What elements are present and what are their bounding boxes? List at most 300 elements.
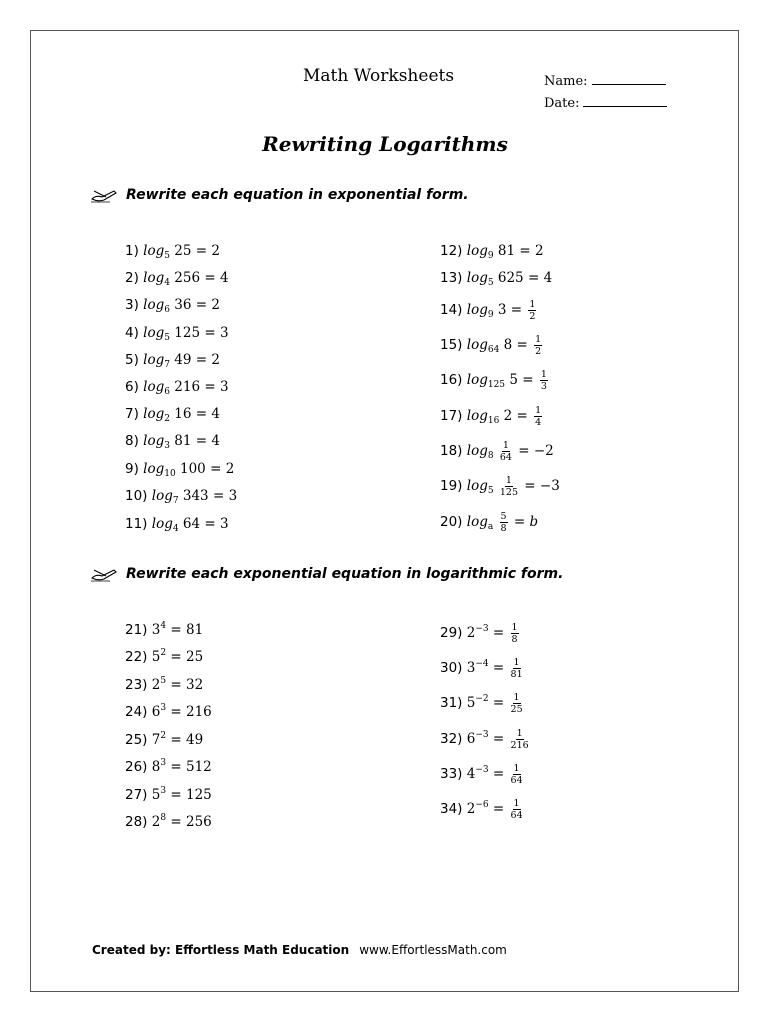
equals-sign: = [191,243,212,259]
problem-expression [152,649,203,665]
numerator: 1 [511,622,518,633]
equals-sign: = [520,478,540,494]
log-base: 2 [164,414,170,424]
right-hand-side: 125 [185,787,212,803]
power-base: 2 [466,625,476,641]
problem-expression [143,406,220,422]
log-base: 64 [487,345,500,355]
problem-number: 28) [125,814,152,830]
right-hand-side: b [529,514,539,530]
log-base: 4 [172,524,179,534]
problem-expression [467,270,552,286]
writing-hand-icon [90,566,118,582]
problem-expression [152,732,203,748]
log-base: 16 [487,416,500,426]
problem-expression [466,657,525,680]
problem-expression [143,270,228,286]
equals-sign: = [191,433,212,449]
right-hand-side: 4 [219,270,229,286]
problem-item [125,379,229,397]
power-exponent: 2 [160,731,167,741]
power-base: 7 [151,732,161,748]
problem-item [440,728,531,751]
denominator: 4 [535,417,542,428]
log-text: log [466,478,488,494]
problem-expression [143,379,228,395]
problem-number: 3) [125,297,144,313]
right-hand-side: −2 [533,443,554,459]
fraction [500,475,518,498]
problem-number: 7) [125,406,144,422]
problem-number: 13) [440,270,467,286]
problem-number: 34) [440,801,467,817]
section1-instruction [90,187,469,203]
denominator: 8 [500,523,507,534]
equals-sign: = [488,731,509,747]
log-base: 6 [164,387,170,397]
problem-expression [143,461,234,477]
fraction [511,692,523,715]
equals-sign: = [488,695,509,711]
numerator: 1 [516,728,523,739]
denominator: 2 [535,346,542,357]
problem-number: 22) [125,649,152,665]
numerator: 1 [513,657,520,668]
problem-number: 1) [125,243,144,259]
equals-sign: = [166,704,186,720]
problem-expression [152,704,212,720]
right-hand-side: 3 [219,379,229,395]
problem-item [125,516,229,534]
problem-number: 14) [440,302,467,318]
log-argument: 49 [174,352,192,368]
log-argument: 625 [497,270,524,286]
log-text: log [143,270,165,286]
power-base: 4 [466,766,476,782]
problem-item [440,763,525,786]
fraction [511,622,519,645]
log-base: 6 [164,305,170,315]
problem-item [125,243,220,261]
problem-number: 20) [440,514,467,530]
problem-number: 9) [125,461,144,477]
problem-expression [466,511,539,534]
log-text: log [143,461,165,477]
equals-sign: = [517,372,538,388]
log-text: log [151,516,173,532]
problem-item [125,621,203,638]
log-base: 5 [164,251,170,261]
equals-sign: = [200,516,220,532]
equals-sign: = [166,622,186,638]
right-hand-side: 32 [185,677,204,693]
log-text: log [466,302,488,318]
power-base: 2 [151,677,161,693]
instruction-text: Rewrite each exponential equation in logarithmic form. [126,566,564,582]
problem-item [125,461,234,479]
fraction [500,440,512,463]
problem-number: 12) [440,243,467,259]
problem-expression [152,759,212,775]
problem-item [125,488,237,506]
problem-item [125,352,220,370]
log-base: 10 [164,469,176,479]
power-exponent: 4 [160,621,167,631]
log-text: log [143,325,165,341]
instruction-text: Rewrite each equation in exponential form. [126,187,469,203]
numerator: 1 [540,369,547,380]
name-field[interactable] [544,72,666,89]
right-hand-side: 4 [211,433,220,449]
writing-hand-icon [90,187,118,203]
problem-item [125,813,212,830]
power-base: 5 [466,695,476,711]
problem-number: 30) [440,660,467,676]
equals-sign: = [512,337,533,353]
equals-sign: = [515,243,535,259]
log-base: 5 [487,486,494,496]
right-hand-side: 3 [228,488,238,504]
numerator: 1 [513,763,520,774]
log-base: 7 [172,496,179,506]
equals-sign: = [191,297,212,313]
fraction [511,657,523,680]
worksheet-title: Rewriting Logarithms [262,132,508,156]
log-argument: 64 [182,516,201,532]
log-argument: 5 [509,372,518,388]
problem-item [125,731,203,748]
power-base: 3 [466,660,476,676]
power-exponent: −3 [475,730,489,740]
log-base: a [487,522,494,532]
power-base: 5 [151,649,161,665]
power-base: 6 [151,704,161,720]
footer-url[interactable]: www.EffortlessMath.com [359,943,507,957]
power-exponent: 3 [160,758,167,768]
denominator: 8 [511,634,518,645]
problem-item [125,406,220,424]
log-text: log [143,352,165,368]
date-line[interactable] [583,94,667,107]
problem-item [125,786,212,803]
denominator: 64 [510,775,523,786]
problem-number: 18) [440,443,467,459]
right-hand-side: 2 [211,243,220,259]
right-hand-side: 81 [185,622,204,638]
equals-sign: = [166,759,186,775]
problem-expression [152,814,212,830]
right-hand-side: 216 [185,704,212,720]
page-border [30,30,739,992]
log-argument: 3 [497,302,507,318]
fraction [534,334,542,357]
log-argument: 125 [174,325,201,341]
log-argument: 25 [174,243,192,259]
problem-item [440,369,550,392]
log-argument: 81 [497,243,516,259]
problem-item [440,798,525,821]
date-field[interactable] [544,94,667,111]
fraction [540,369,548,392]
problem-expression [152,787,212,803]
problem-expression [152,516,229,532]
problem-item [440,622,521,645]
problem-expression [466,334,544,357]
equals-sign: = [166,649,186,665]
log-argument: 16 [174,406,192,422]
problem-expression [143,297,220,313]
problem-number: 2) [125,270,144,286]
problem-item [440,334,544,357]
power-exponent: 8 [160,813,167,823]
problem-number: 21) [125,622,152,638]
log-base: 7 [164,360,170,370]
name-line[interactable] [592,72,666,85]
power-base: 2 [466,801,476,817]
denominator: 3 [540,381,547,392]
log-argument: 100 [180,461,206,477]
right-hand-side: 256 [185,814,212,830]
problem-number: 31) [440,695,467,711]
problem-number: 23) [125,677,152,693]
power-base: 5 [151,787,161,803]
problem-item [125,703,212,720]
denominator: 64 [510,810,523,821]
footer-credit: Created by: Effortless Math Education [92,943,350,957]
log-argument: 256 [174,270,201,286]
problem-expression [466,622,521,645]
right-hand-side: 2 [225,461,235,477]
problem-expression [466,405,544,428]
problem-item [440,243,544,261]
log-base: 5 [164,333,170,343]
numerator: 1 [535,405,542,416]
problem-number: 16) [440,372,467,388]
equals-sign: = [166,677,186,693]
problem-expression [467,243,544,259]
equals-sign: = [488,766,509,782]
equals-sign: = [208,488,229,504]
log-base: 4 [164,278,170,288]
equals-sign: = [166,787,186,803]
problem-number: 29) [440,625,467,641]
problem-item [440,692,525,715]
denominator: 81 [510,669,523,680]
denominator: 2 [529,311,536,322]
log-base: 3 [164,441,170,451]
right-hand-side: 4 [543,270,553,286]
power-base: 6 [466,731,476,747]
log-text: log [466,408,488,424]
equals-sign: = [512,408,533,424]
right-hand-side: 2 [211,352,220,368]
right-hand-side: 512 [185,759,212,775]
log-argument: 2 [503,408,513,424]
equals-sign: = [200,270,220,286]
numerator: 5 [500,511,507,522]
power-exponent: −3 [475,765,489,775]
problem-item [440,475,560,498]
equals-sign: = [191,406,212,422]
fraction [511,728,529,751]
problem-number: 25) [125,732,152,748]
log-text: log [143,379,165,395]
log-argument: 36 [174,297,192,313]
equals-sign: = [488,625,509,641]
log-argument: 8 [503,337,513,353]
problem-expression [143,325,228,341]
problem-number: 19) [440,478,467,494]
problem-item [440,440,554,463]
numerator: 1 [529,299,536,310]
problem-number: 27) [125,787,152,803]
problem-item [440,405,544,428]
problem-item [125,758,212,775]
problem-expression [466,475,560,498]
log-base: 8 [487,451,494,461]
equals-sign: = [200,325,220,341]
equals-sign: = [506,302,527,318]
fraction [511,798,523,821]
power-exponent: −6 [475,800,489,810]
problem-expression [466,440,554,463]
equals-sign: = [191,352,212,368]
problem-expression [152,488,237,504]
log-base: 125 [487,380,506,390]
log-text: log [143,433,165,449]
right-hand-side: 2 [534,243,544,259]
name-label: Name: [544,74,588,89]
problem-item [440,511,538,534]
fraction [528,299,536,322]
problem-item [125,648,203,665]
equals-sign: = [488,801,509,817]
problem-number: 6) [125,379,144,395]
equals-sign: = [205,461,226,477]
fraction [534,405,542,428]
numerator: 1 [535,334,542,345]
problem-number: 32) [440,731,467,747]
log-argument: 343 [182,488,209,504]
right-hand-side: −3 [539,478,560,494]
problem-number: 5) [125,352,144,368]
fraction [500,511,508,534]
problem-number: 10) [125,488,152,504]
date-label: Date: [544,96,580,111]
equals-sign: = [166,814,186,830]
problem-item [125,325,229,343]
problem-expression [466,299,539,322]
log-text: log [143,406,165,422]
problem-item [125,297,220,315]
power-base: 8 [151,759,161,775]
right-hand-side: 4 [211,406,220,422]
numerator: 1 [513,692,520,703]
equals-sign: = [200,379,220,395]
denominator: 125 [499,487,519,498]
log-base: 5 [487,278,494,288]
log-text: log [151,488,173,504]
log-text: log [143,243,165,259]
power-exponent: −3 [475,624,489,634]
problem-expression [143,243,220,259]
problem-expression [466,369,550,392]
power-base: 2 [151,814,161,830]
log-text: log [466,372,488,388]
power-exponent: 3 [160,703,167,713]
log-argument: 81 [174,433,192,449]
equals-sign: = [523,270,544,286]
section2-instruction [90,566,563,582]
problem-expression [152,622,203,638]
denominator: 64 [499,452,512,463]
problem-expression [143,433,220,449]
problem-expression [466,763,525,786]
log-text: log [466,514,488,530]
power-exponent: 5 [160,676,167,686]
log-text: log [466,337,488,353]
right-hand-side: 25 [185,649,204,665]
problem-expression [466,728,531,751]
power-exponent: 2 [160,648,167,658]
right-hand-side: 3 [219,325,229,341]
right-hand-side: 49 [185,732,204,748]
problem-expression [466,692,525,715]
equals-sign: = [488,660,509,676]
problem-number: 15) [440,337,467,353]
log-base: 9 [487,251,494,261]
footer [92,943,507,957]
power-exponent: −2 [475,694,489,704]
problem-number: 11) [125,516,152,532]
problem-item [125,433,220,451]
equals-sign: = [166,732,186,748]
numerator: 1 [513,798,520,809]
denominator: 25 [510,704,523,715]
problem-number: 33) [440,766,467,782]
problem-item [440,299,538,322]
problem-item [440,657,525,680]
right-hand-side: 3 [219,516,229,532]
equals-sign: = [513,443,534,459]
fraction [511,763,523,786]
log-text: log [466,443,488,459]
log-base: 9 [487,310,494,320]
log-text: log [143,297,165,313]
problem-number: 4) [125,325,144,341]
problem-number: 8) [125,433,144,449]
problem-expression [466,798,525,821]
log-argument: 216 [174,379,201,395]
problem-item [125,676,203,693]
problem-number: 24) [125,704,152,720]
problem-expression [143,352,220,368]
problem-expression [152,677,203,693]
header-title: Math Worksheets [303,66,455,86]
problem-number: 26) [125,759,152,775]
problem-item [440,270,552,288]
right-hand-side: 2 [211,297,220,313]
denominator: 216 [510,740,529,751]
equals-sign: = [509,514,530,530]
numerator: 1 [502,440,509,451]
log-text: log [466,243,488,259]
problem-item [125,270,229,288]
problem-number: 17) [440,408,467,424]
log-text: log [466,270,488,286]
power-exponent: 3 [160,786,167,796]
power-exponent: −4 [475,659,489,669]
